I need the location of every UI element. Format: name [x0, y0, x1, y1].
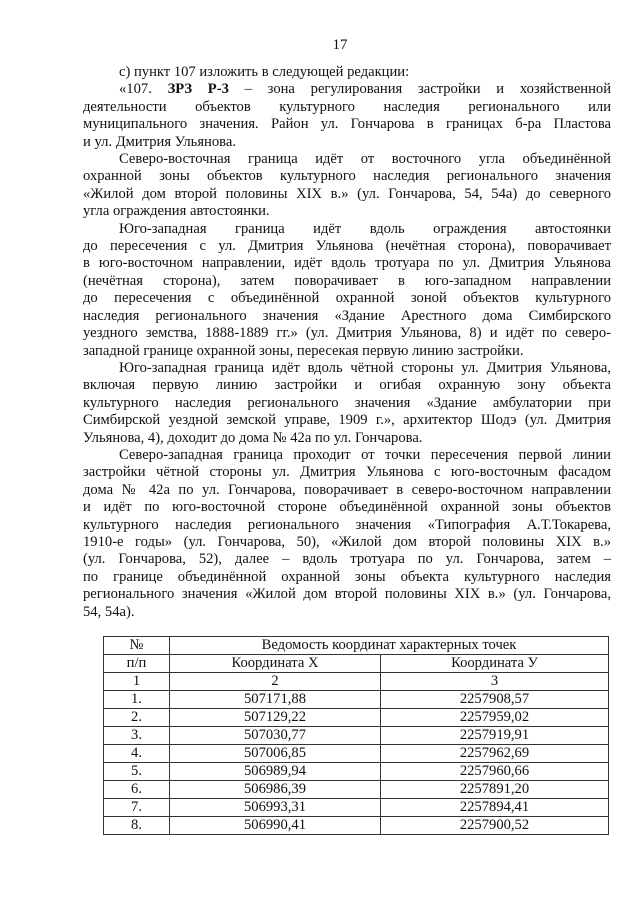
text-line: западной границе охранной зоны, пересекая первую линию застройки. [83, 342, 524, 359]
coord-x: 507171,88 [170, 691, 381, 709]
text-line: застройки чётной стороны ул. Дмитрия Ульянова с юго-восточным фасадом [83, 464, 611, 481]
table-header-row [104, 655, 609, 673]
text-line: по границе объединённой охранной зоны объекта культурного наследия [83, 568, 611, 585]
coord-y: 2257900,52 [381, 817, 609, 835]
text-line: наследия регионального значения «Здание Арестного дома Симбирского [83, 307, 611, 324]
text-line: Ульянова, 4), доходит до дома № 42а по ул. Гончарова. [83, 429, 423, 446]
row-number: 1. [104, 691, 170, 709]
row-number: 8. [104, 817, 170, 835]
coord-y: 2257891,20 [381, 781, 609, 799]
text-line: «Жилой дом второй половины XIX в.» (ул. Гончарова, 54, 54а) до северного [83, 185, 611, 202]
row-number: 4. [104, 745, 170, 763]
text-line: Северо-восточная граница идёт от восточного угла объединённой [119, 151, 611, 168]
text-line: Юго-западная граница идёт вдоль ограждения автостоянки [119, 220, 611, 237]
coord-y: 2257962,69 [381, 745, 609, 763]
row-number: 5. [104, 763, 170, 781]
document-body [83, 64, 611, 621]
table-header-row [104, 637, 609, 655]
col-number: 2 [170, 673, 381, 691]
text-line: охранной зоны объектов культурного наследия регионального значения [83, 168, 611, 185]
col-y-header: Координата У [381, 655, 609, 673]
coord-x: 507129,22 [170, 709, 381, 727]
text-line: культурного наследия регионального значения «Здание амбулатории при [83, 394, 611, 411]
text-line: дома № 42а по ул. Гончарова, поворачивает в северо-восточном направлении [83, 481, 611, 498]
intro-line: с) пункт 107 изложить в следующей редакции: [119, 64, 410, 80]
page-number: 17 [332, 37, 348, 53]
coord-y: 2257960,66 [381, 763, 609, 781]
col-number: 3 [381, 673, 609, 691]
coord-x: 506989,94 [170, 763, 381, 781]
column-number-row [104, 673, 609, 691]
group-header: Ведомость координат характерных точек [170, 637, 609, 655]
text-line: 54, 54а). [83, 603, 135, 620]
row-number: 6. [104, 781, 170, 799]
text-line: (ул. Гончарова, 52), далее – вдоль тротуара по ул. Гончарова, затем – [83, 551, 611, 568]
coord-x: 506990,41 [170, 817, 381, 835]
text-line: и идёт по юго-восточной стороне объединённой охранной зоны объектов [83, 499, 611, 516]
text-line: (нечётная сторона), затем поворачивает в юго-западном направлении [83, 272, 611, 289]
coord-y: 2257959,02 [381, 709, 609, 727]
coord-x: 507030,77 [170, 727, 381, 745]
coordinates-table [103, 636, 609, 835]
table-row [104, 709, 609, 727]
coord-x: 507006,85 [170, 745, 381, 763]
text-line: муниципального значения. Район ул. Гончарова в границах б-ра Пластова [83, 116, 611, 133]
text-line: 1910-е годы» (ул. Гончарова, 50), «Жилой дом второй половины XIX в.» [83, 533, 611, 550]
num-header: № [104, 637, 170, 655]
table-row [104, 763, 609, 781]
coord-y: 2257919,91 [381, 727, 609, 745]
text-line: до пересечения с объединённой охранной зоной объектов культурного [83, 290, 611, 307]
text-line: угла ограждения автостоянки. [83, 203, 270, 220]
col-x-header: Координата X [170, 655, 381, 673]
text-line: в юго-восточном направлении, идёт вдоль тротуара по ул. Дмитрия Ульянова [83, 255, 611, 272]
text-line: до пересечения с ул. Дмитрия Ульянова (нечётная сторона), поворачивает [83, 238, 611, 255]
table-row [104, 727, 609, 745]
text-line: Северо-западная граница проходит от точки пересечения первой линии [119, 446, 611, 463]
row-number: 3. [104, 727, 170, 745]
table-row [104, 817, 609, 835]
text-line: Юго-западная граница идёт вдоль чётной стороны ул. Дмитрия Ульянова, [119, 359, 611, 376]
col-number: 1 [104, 673, 170, 691]
text-line: и ул. Дмитрия Ульянова. [83, 133, 236, 150]
zone-code: ЗРЗ Р-3 [167, 81, 229, 98]
table-row [104, 745, 609, 763]
text-line: деятельности объектов культурного наследия регионального или [83, 98, 611, 115]
text-line: регионального значения «Жилой дом второй половины XIX в.» (ул. Гончарова, [83, 586, 611, 603]
heading-suffix: – зона регулирования застройки и хозяйственной [228, 81, 612, 98]
text-line: включая первую линию застройки и огибая охранную зону объекта [83, 377, 611, 394]
text-line: Симбирской уездной земской управе, 1909 г.», архитектор Шодэ (ул. Дмитрия [83, 412, 611, 429]
text-line: уездного земства, 1888-1889 гг.» (ул. Дмитрия Ульянова, 8) и идёт по северо- [83, 325, 611, 342]
table-row [104, 799, 609, 817]
row-number: 7. [104, 799, 170, 817]
heading-line [83, 81, 611, 98]
table-row [104, 781, 609, 799]
heading-prefix: «107. [119, 81, 168, 98]
coord-y: 2257908,57 [381, 691, 609, 709]
coord-x: 506993,31 [170, 799, 381, 817]
num-header-2: п/п [104, 655, 170, 673]
coord-y: 2257894,41 [381, 799, 609, 817]
table-row [104, 691, 609, 709]
coord-x: 506986,39 [170, 781, 381, 799]
row-number: 2. [104, 709, 170, 727]
text-line: культурного наследия регионального значения «Типография А.Т.Токарева, [83, 516, 611, 533]
